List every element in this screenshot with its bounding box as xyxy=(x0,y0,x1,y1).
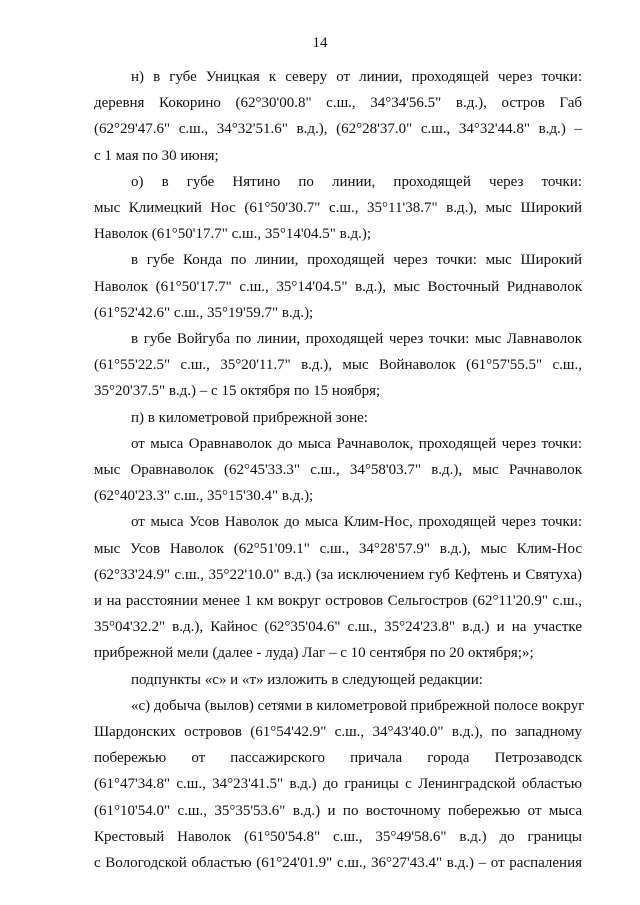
text-line: мыс Оравнаволок (62°45'33.3" с.ш., 34°58'03.7" в.д.), мыс Рачнаволок xyxy=(94,462,582,479)
text-line: с 1 мая по 30 июня; xyxy=(94,147,219,164)
text-line: Наволок (61°50'17.7" с.ш., 35°14'04.5" в.д.); xyxy=(94,226,372,243)
text-line: 35°04'32.2" в.д.), Кайнос (62°35'04.6" с.ш., 35°24'23.8" в.д.) и на участке xyxy=(94,619,582,636)
text-line: (61°55'22.5" с.ш., 35°20'11.7" в.д.), мыс Войнаволок (61°57'55.5" с.ш., xyxy=(94,357,582,374)
paragraph xyxy=(94,247,582,326)
text-line: Крестовый Наволок (61°50'54.8" с.ш., 35°49'58.6" в.д.) до границы xyxy=(94,828,582,845)
paragraph xyxy=(94,431,582,510)
text-line: (62°33'24.9" с.ш., 35°22'10.0" в.д.) (за исключением губ Кефтень и Святуха) xyxy=(94,566,582,583)
text-line: (61°10'54.0" с.ш., 35°35'53.6" в.д.) и по восточному побережью от мыса xyxy=(94,802,582,819)
paragraph xyxy=(94,693,585,876)
paragraph xyxy=(94,326,582,405)
paragraph xyxy=(94,169,582,248)
text-line: мыс Усов Наволок (62°51'09.1" с.ш., 34°28'57.9" в.д.), мыс Клим-Нос xyxy=(94,540,582,557)
paragraph xyxy=(94,667,582,693)
text-line: о) в губе Нятино по линии, проходящей через точки: xyxy=(131,173,582,190)
text-line: «с) добыча (вылов) сетями в километровой прибрежной полосе вокруг xyxy=(131,697,585,714)
text-line: мыс Климецкий Нос (61°50'30.7" с.ш., 35°11'38.7" в.д.), мыс Широкий xyxy=(94,200,582,217)
text-line: в губе Конда по линии, проходящей через точки: мыс Широкий xyxy=(131,252,582,269)
text-line: н) в губе Уницкая к северу от линии, проходящей через точки: xyxy=(131,69,582,85)
text-line: подпункты «с» и «т» изложить в следующей редакции: xyxy=(131,671,483,688)
paragraph xyxy=(94,405,582,431)
text-line: (61°52'42.6" с.ш., 35°19'59.7" в.д.); xyxy=(94,304,314,321)
text-line: (62°29'47.6" с.ш., 34°32'51.6" в.д.), (62°28'37.0" с.ш., 34°32'44.8" в.д.) – xyxy=(94,121,582,138)
text-line: п) в километровой прибрежной зоне: xyxy=(131,409,368,426)
text-line: (61°47'34.8" с.ш., 34°23'41.5" в.д.) до границы с Ленинградской областью xyxy=(94,776,582,793)
text-line: 35°20'37.5" в.д.) – с 15 октября по 15 ноября; xyxy=(94,383,381,400)
text-line: деревня Кокорино (62°30'00.8" с.ш., 34°34'56.5" в.д.), остров Габ xyxy=(94,95,582,112)
text-line: от мыса Усов Наволок до мыса Клим-Нос, проходящей через точки: xyxy=(131,514,582,531)
text-line: Наволок (61°50'17.7" с.ш., 35°14'04.5" в.д.), мыс Восточный Риднаволок xyxy=(94,278,582,295)
paragraph xyxy=(94,64,582,169)
text-line: (62°40'23.3" с.ш., 35°15'30.4" в.д.); xyxy=(94,488,314,505)
page-number: 14 xyxy=(312,35,328,51)
text-line: с Вологодской областью (61°24'01.9" с.ш., 36°27'43.4" в.д.) – от распаления xyxy=(94,855,582,872)
text-line: прибрежной мели (далее - луда) Лаг – с 10 сентября по 20 октября;»; xyxy=(94,645,534,662)
text-line: в губе Войгуба по линии, проходящей через точки: мыс Лавнаволок xyxy=(131,331,582,348)
text-line: побережью от пассажирского причала города Петрозаводск xyxy=(94,750,582,767)
text-line: от мыса Оравнаволок до мыса Рачнаволок, проходящей через точки: xyxy=(131,435,582,452)
paragraph xyxy=(94,509,582,666)
text-line: Шардонских островов (61°54'42.9" с.ш., 34°43'40.0" в.д.), по западному xyxy=(94,724,582,741)
text-line: и на расстоянии менее 1 км вокруг островов Сельгостров (62°11'20.9" с.ш., xyxy=(94,593,582,610)
document-body xyxy=(94,64,585,876)
